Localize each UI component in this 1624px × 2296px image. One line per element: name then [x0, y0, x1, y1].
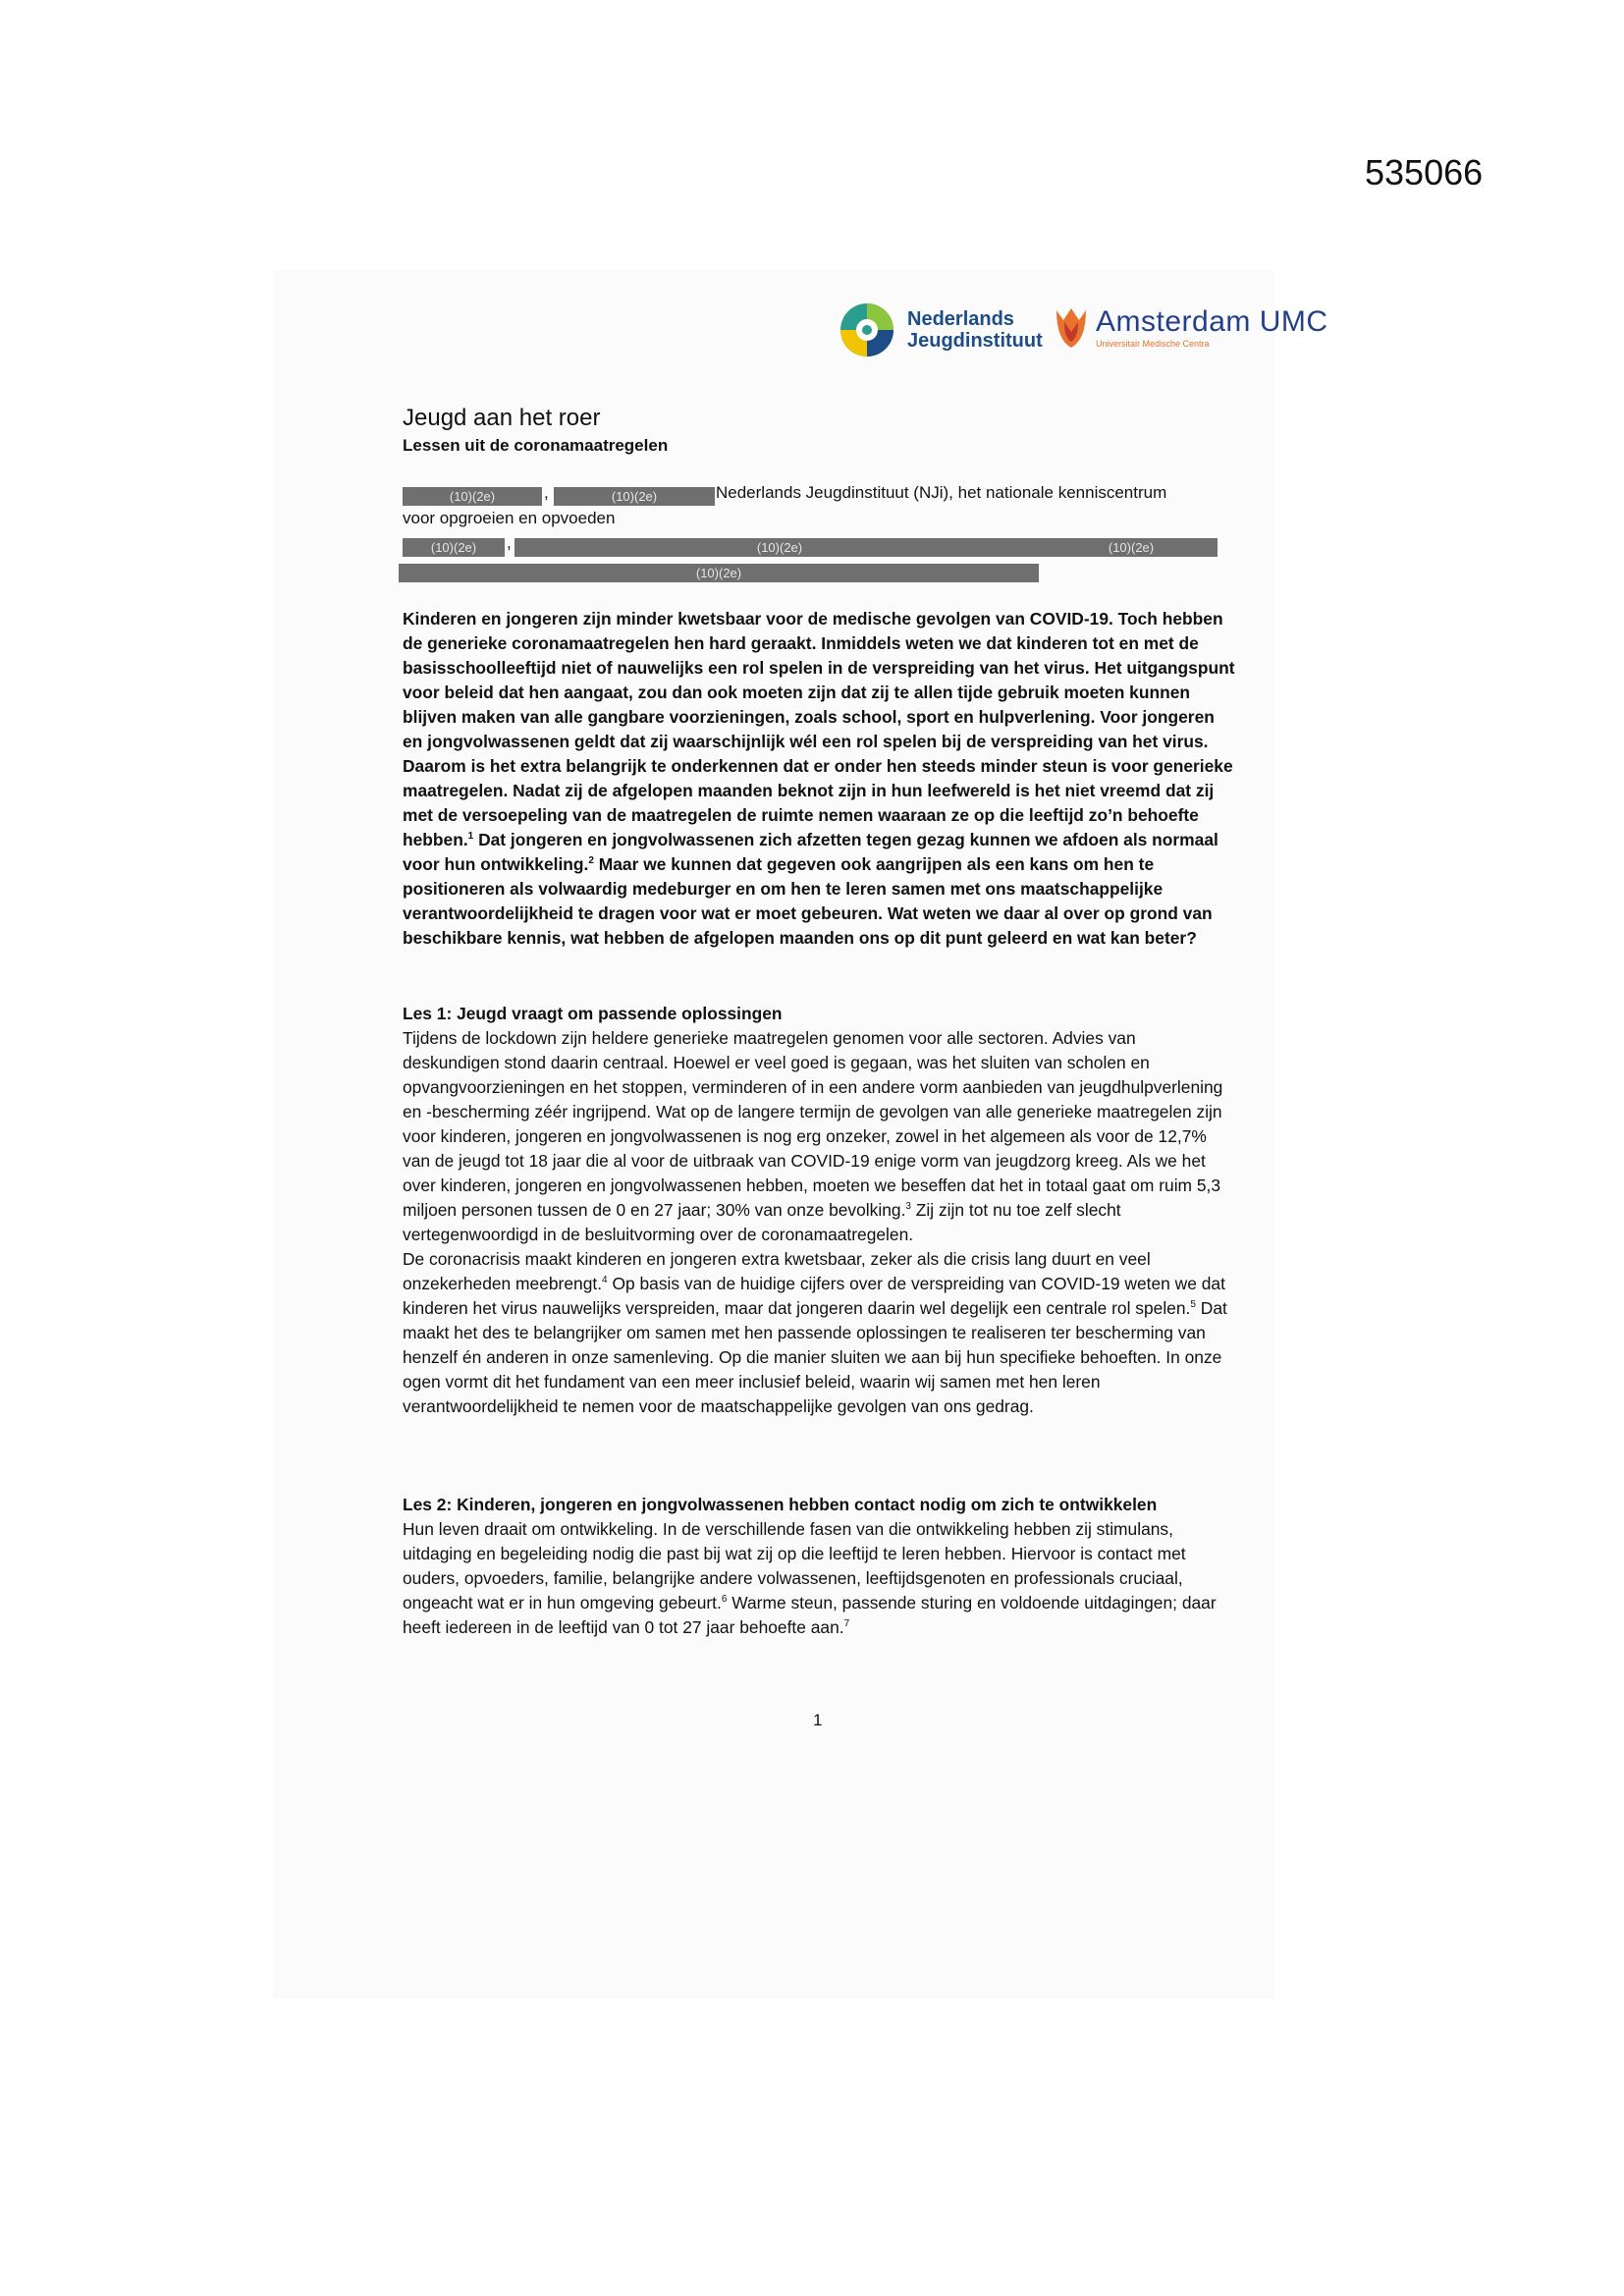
section-paragraph: Tijdens de lockdown zijn heldere generieke maatregelen genomen voor alle sectoren. Advies van deskundigen stond daarin centraal. Hoewel er veel goed is gegaan, was het sluiten van scholen en opvangvoorzieningen en het stoppen, verminderen of in een andere vorm aanbieden van jeugdhulpverlening en -bescherming zéér ingrijpend. Wat op de langere termijn de gevolgen van alle generieke maatregelen zijn voor kinderen, jongeren en jongvolwassenen is nog erg onzeker, zowel in het algemeen als voor de 12,7% van de jeugd tot 18 jaar die al voor de uitbraak van COVID-19 enige vorm van jeugdzorg kreeg. Als we het over kinderen, jongeren en jongvolwassenen hebben, moeten we beseffen dat het in totaal gaat om ruim 5,3 miljoen personen tussen de 0 en 27 jaar; 30% van onze bevolking.$^3$ Zij zijn tot nu toe zelf slecht vertegenwoordigd in de besluitvorming over de coronamaatregelen.	[403, 1028, 1223, 1244]
footnote-ref: 1	[467, 831, 474, 843]
page-number: 1	[813, 1711, 823, 1729]
redaction-block: (10)(2e)	[403, 538, 505, 557]
footnote-ref: 3	[905, 1201, 911, 1213]
nji-logo	[839, 301, 1043, 358]
document-title: Jeugd aan het roer	[403, 405, 601, 431]
section-heading: Les 2: Kinderen, jongeren en jongvolwassenen hebben contact nodig om zich te ontwikkelen	[403, 1495, 1158, 1514]
redaction-block: (10)(2e)	[554, 487, 715, 506]
footnote-ref: 7	[843, 1618, 850, 1630]
author-affiliation-line1: Nederlands Jeugdinstituut (NJi), het nationale kenniscentrum	[716, 483, 1167, 502]
author-separator: ,	[507, 533, 512, 552]
amc-logo-subtitle: Universitair Medische Centra	[1096, 339, 1210, 349]
nji-logo-line2: Jeugdinstituut	[907, 330, 1043, 352]
author-affiliation-line2: voor opgroeien en opvoeden	[403, 509, 616, 527]
tulip-icon	[1053, 304, 1090, 352]
redaction-block: (10)(2e)	[514, 538, 1045, 557]
document-subtitle: Lessen uit de coronamaatregelen	[403, 436, 669, 455]
footnote-ref: 4	[602, 1275, 608, 1286]
footnote-ref: 2	[588, 855, 594, 867]
section-les-1	[403, 1002, 1237, 1419]
author-separator: ,	[544, 483, 549, 502]
nji-logo-line1: Nederlands	[907, 308, 1014, 330]
amsterdam-umc-logo	[1053, 304, 1328, 352]
redaction-block: (10)(2e)	[1045, 538, 1218, 557]
nji-logo-icon	[839, 301, 895, 358]
footnote-ref: 5	[1190, 1299, 1196, 1311]
redaction-block: (10)(2e)	[403, 487, 542, 506]
section-les-2	[403, 1493, 1237, 1640]
section-paragraph: De coronacrisis maakt kinderen en jongeren extra kwetsbaar, zeker als die crisis lang duurt en veel onzekerheden meebrengt.$^4$ Op basis van de huidige cijfers over de verspreiding van COVID-19 weten we dat kinderen het virus nauwelijks verspreiden, maar dat jongeren daarin wel degelijk een centrale rol spelen.$^5$ Dat maakt het des te belangrijker om samen met hen passende oplossingen te realiseren ter bescherming van henzelf én anderen in onze samenleving. Op die manier sluiten we aan bij hun specifieke behoeften. In onze ogen vormt dit het fundament van een meer inclusief beleid, waarin wij samen met hen leren verantwoordelijkheid te nemen voor de maatschappelijke gevolgen van ons gedrag.	[403, 1249, 1227, 1416]
intro-paragraph: Kinderen en jongeren zijn minder kwetsbaar voor de medische gevolgen van COVID-19. Toch hebben de generieke coronamaatregelen hen hard geraakt. Inmiddels weten we dat kinderen tot en met de basisschoolleeftijd niet of nauwelijks een rol spelen in de verspreiding van het virus. Het uitgangspunt voor beleid dat hen aangaat, zou dan ook moeten zijn dat zij te allen tijde gebruik moeten kunnen blijven maken van alle gangbare voorzieningen, zoals school, sport en hulpverlening. Voor jongeren en jongvolwassenen geldt dat zij waarschijnlijk wél een rol spelen bij de verspreiding van het virus. Daarom is het extra belangrijk te onderkennen dat er onder hen steeds minder steun is voor generieke maatregelen. Nadat zij de afgelopen maanden beknot zijn in hun leefwereld is het niet vreemd dat zij met de versoepeling van de maatregelen de ruimte nemen waaraan ze op die leeftijd zo’n behoefte hebben.$^1$ Dat jongeren en jongvolwassenen zich afzetten tegen gezag kunnen we afdoen als normaal voor hun ontwikkeling.$^2$ Maar we kunnen dat gegeven ook aangrijpen als een kans om hen te positioneren als volwaardig medeburger en om hen te leren samen met ons maatschappelijke verantwoordelijkheid te dragen voor wat er moet gebeuren. Wat weten we daar al over op grond van beschikbare kennis, wat hebben de afgelopen maanden ons op dit punt geleerd en wat kan beter?	[403, 609, 1235, 948]
footnote-ref: 6	[721, 1594, 728, 1606]
amc-logo-name: Amsterdam UMC	[1096, 305, 1328, 338]
document-number: 535066	[1365, 152, 1484, 192]
section-paragraph: Hun leven draait om ontwikkeling. In de verschillende fasen van die ontwikkeling hebben zij stimulans, uitdaging en begeleiding nodig die past bij wat zij op die leeftijd te leren hebben. Hiervoor is contact met ouders, opvoeders, familie, belangrijke andere volwassenen, leeftijdsgenoten en professionals cruciaal, ongeacht wat er in hun omgeving gebeurt.$^6$ Warme steun, passende sturing en voldoende uitdagingen; daar heeft iedereen in de leeftijd van 0 tot 27 jaar behoefte aan.$^7$	[403, 1519, 1217, 1637]
section-heading: Les 1: Jeugd vraagt om passende oplossingen	[403, 1004, 783, 1023]
redaction-block: (10)(2e)	[399, 564, 1039, 582]
